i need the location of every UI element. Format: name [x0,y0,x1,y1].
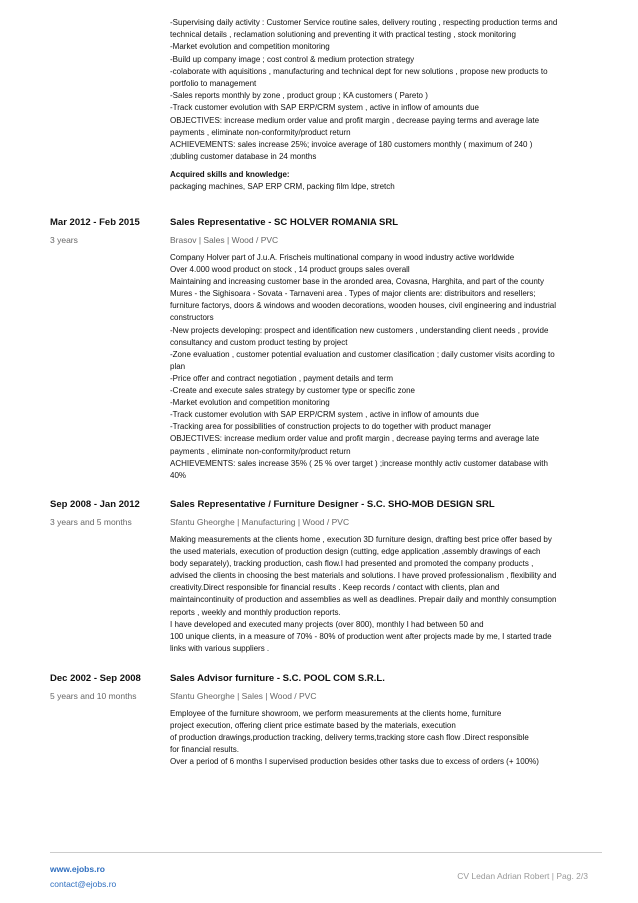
description-line: -Sales reports monthly by zone , product group ; KA customers ( Pareto ) [170,91,428,101]
description-line: Company Holver part of J.u.A. Frischeis multinational company in wood industry active worldwide [170,253,515,262]
description-line: Over a period of 6 months I supervised production besides other tasks due to excess of orders (+ 100%) [170,757,539,767]
description-line: -Track customer evolution with SAP ERP/CRM system , active in inflow of amounts due [170,103,480,113]
description-line: creativity.Direct responsible for financial results . Keep records / contact with clients, plan and [170,583,500,593]
description-line: -Create and execute sales strategy by customer type or specific zone [170,386,416,396]
job-title: Sales Representative / Furniture Designer - S.C. SHO-MOB DESIGN SRL [170,499,495,510]
job-title: Sales Representative - SC HOLVER ROMANIA SRL [170,217,399,228]
job-duration: 3 years [50,235,78,245]
skills-text: packaging machines, SAP ERP CRM, packing film ldpe, stretch [170,182,395,192]
description-line: the used materials, execution of production design (cutting, edge application ,assembly drawings of each [170,547,541,557]
page-info: CV Ledan Adrian Robert | Pag. 2/3 [457,871,588,881]
description-line: ACHIEVEMENTS: sales increase 35% ( 25 % over target ) ;increase monthly activ customer database with [170,458,548,468]
description-line: maintaincontinuity of production and assemblies as well as deadlines. Prepair daily and monthly consumption [170,595,557,605]
description-line: project execution, offering client price estimate based by the materials, execution [170,721,456,731]
job-period [50,672,165,703]
description-line: ACHIEVEMENTS: sales increase 25%; invoice average of 180 customers monthly ( maximum of 240 ) [170,140,533,150]
description-line: OBJECTIVES: increase medium order value and profit margin , decrease paying terms and average late [170,434,540,444]
description-line: payments , eliminate non-conformity/product return [170,127,351,137]
description-line: -Track customer evolution with SAP ERP/CRM system , active in inflow of amounts due [170,410,480,420]
description-line: constructors [170,313,214,323]
job-period [50,216,165,247]
website-link[interactable]: www.ejobs.ro [50,864,105,874]
description-line: technical details , reclamation solutioning and preventing it with practical testing , stock monitoring [170,30,516,40]
job-duration: 5 years and 10 months [50,691,137,701]
description-line: -Zone evaluation , customer potential evaluation and customer clasification ; daily customer visits acording to [170,349,555,359]
description-line: payments , eliminate non-conformity/product return [170,446,351,456]
description-line: plan [170,361,186,371]
description-line: Mures - the Sighisoara - Sovata - Tarnaveni area . Types of major clients are: distribuitors and resellers; [170,289,536,299]
description-line: ;dubling customer database in 24 months [170,152,317,162]
description-line: -Market evolution and competition monitoring [170,398,330,408]
job-date: Dec 2002 - Sep 2008 [50,673,141,684]
job-description [170,708,610,768]
job-date: Sep 2008 - Jan 2012 [50,499,140,510]
job-period [50,498,165,529]
job-meta: Sfantu Gheorghe | Sales | Wood / PVC [170,691,317,701]
description-line: Maintaining and increasing customer base in the aronded area, Covasna, Harghita, and part of the county [170,277,545,287]
job-description [170,252,610,482]
description-line: -New projects developing: prospect and identification new customers , understanding client needs , provide [170,325,549,335]
description-line: -Price offer and contract negotiation , payment details and term [170,373,394,383]
description-line: furniture factorys, doors & windows and wooden decorations, wooden houses, civil engineering and industrial [170,301,557,311]
description-line: 100 unique clients, in a measure of 70% - 80% of production went after projects made by me, I started trade [170,631,552,641]
job-description [170,534,610,655]
skills-heading: Acquired skills and knowledge: [170,170,290,180]
description-line: Making measurements at the clients home , execution 3D furniture design, drafting best price offer based by [170,535,552,544]
description-line: -Supervising daily activity : Customer Service routine sales, delivery routing , respecting production terms and [170,18,558,27]
job-duration: 3 years and 5 months [50,517,132,527]
description-line: -Build up company image ; cost control & medium protection strategy [170,54,415,64]
description-line: of production drawings,production tracking, delivery terms,tracking store cash flow .Direct responsible [170,733,529,743]
description-line: 40% [170,470,187,480]
description-line: for financial results. [170,745,239,755]
job-details [170,498,610,655]
previous-job-description [170,17,600,194]
description-line: I have developed and executed many projects (over 800), monthly I had between 50 and [170,619,484,629]
job-meta: Brasov | Sales | Wood / PVC [170,235,279,245]
description-line: -Market evolution and competition monitoring [170,42,330,52]
description-line: Employee of the furniture showroom, we perform measurements at the clients home, furniture [170,709,502,718]
description-line: -colaborate with aquisitions , manufacturing and technical dept for new solutions , propose new products to [170,66,548,76]
job-title: Sales Advisor furniture - S.C. POOL COM S.R.L. [170,673,385,684]
email-link[interactable]: contact@ejobs.ro [50,879,117,889]
description-line: Over 4.000 wood product on stock , 14 product groups sales overall [170,265,410,275]
description-line: body separately), tracking production, cash flow.I had presented and promoted the company products , [170,559,534,569]
description-line: portfolio to management [170,79,257,89]
footer-divider [50,852,602,853]
job-details [170,672,610,768]
description-line: -Tracking area for possibilities of construction projects to do together with product manager [170,422,492,432]
description-line: reports , weekly and monthly production reports. [170,607,341,617]
description-lines [170,17,600,163]
job-date: Mar 2012 - Feb 2015 [50,217,140,228]
description-line: advised the clients in choosing the best materials and solutions. I have proved professionalism , flexibility and [170,571,557,581]
description-line: consultancy and custom product testing by project [170,337,348,347]
footer-links [50,862,116,892]
job-details [170,216,610,482]
job-meta: Sfantu Gheorghe | Manufacturing | Wood / PVC [170,517,350,527]
description-line: OBJECTIVES: increase medium order value and profit margin , decrease paying terms and average late [170,115,540,125]
description-line: links with various suppliers . [170,643,270,653]
